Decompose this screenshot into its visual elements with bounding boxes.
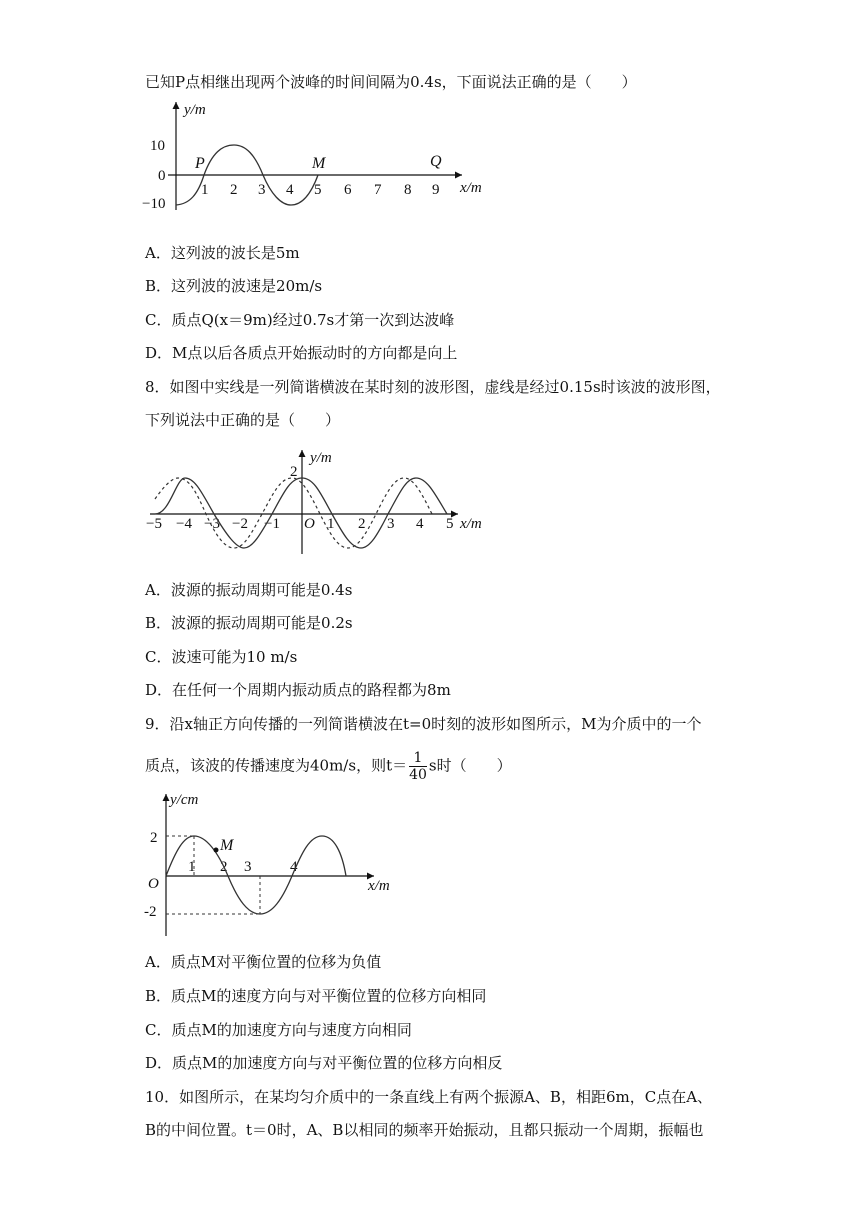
q7-xtick: 7 bbox=[374, 182, 382, 198]
q9-option-c: C．质点M的加速度方向与速度方向相同 bbox=[145, 1021, 412, 1039]
q9-option-b: B．质点M的速度方向与对平衡位置的位移方向相同 bbox=[145, 987, 487, 1005]
q7-xtick: 3 bbox=[258, 182, 266, 198]
q9-xtick: 2 bbox=[220, 859, 228, 875]
q8-line2: 下列说法中正确的是（ ） bbox=[145, 411, 341, 429]
q9-frac-num: 1 bbox=[409, 750, 427, 767]
q9-xtick: 3 bbox=[244, 859, 252, 875]
q8-ytick-2: 2 bbox=[290, 464, 298, 480]
q9-line1: 9．沿x轴正方向传播的一列简谐横波在t=0时刻的波形如图所示，M为介质中的一个 bbox=[145, 715, 702, 733]
q7-xtick: 4 bbox=[286, 182, 294, 198]
q9-xtick: 1 bbox=[188, 859, 196, 875]
q9-ytick-2: 2 bbox=[150, 830, 158, 846]
q8-option-a: A．波源的振动周期可能是0.4s bbox=[145, 581, 353, 599]
q8-option-c: C．波速可能为10 m/s bbox=[145, 648, 298, 666]
q7-xtick: 6 bbox=[344, 182, 352, 198]
q9-line2 bbox=[145, 750, 512, 783]
q7-intro: 已知P点相继出现两个波峰的时间间隔为0.4s，下面说法正确的是（ ） bbox=[145, 73, 637, 91]
q7-xlabel: x/m bbox=[460, 180, 482, 196]
q9-line2-pre: 质点，该波的传播速度为40m/s，则t＝ bbox=[145, 756, 408, 775]
q7-ytick-neg10: −10 bbox=[142, 196, 166, 212]
q8-xtick-neg: −1 bbox=[264, 516, 280, 532]
q9-wave-curve bbox=[166, 836, 346, 914]
q7-option-d: D．M点以后各质点开始振动时的方向都是向上 bbox=[145, 344, 458, 362]
q8-origin: O bbox=[304, 516, 315, 532]
q9-option-a: A．质点M对平衡位置的位移为负值 bbox=[145, 953, 382, 971]
q8-option-d: D．在任何一个周期内振动质点的路程都为8m bbox=[145, 681, 451, 699]
q8-line1: 8．如图中实线是一列简谐横波在某时刻的波形图，虚线是经过0.15s时该波的波形图， bbox=[145, 378, 721, 396]
q7-ylabel: y/m bbox=[184, 102, 206, 118]
q7-point-q: Q bbox=[430, 153, 442, 170]
q9-ytick-neg2: -2 bbox=[144, 904, 157, 920]
q8-xtick-neg: −3 bbox=[204, 516, 220, 532]
q9-point-m: M bbox=[220, 837, 234, 854]
q9-option-d: D．质点M的加速度方向与对平衡位置的位移方向相反 bbox=[145, 1054, 503, 1072]
q9-xlabel: x/m bbox=[368, 878, 390, 894]
q9-origin: O bbox=[148, 876, 159, 892]
q9-ylabel: y/cm bbox=[170, 792, 199, 808]
q8-xtick-pos: 2 bbox=[358, 516, 366, 532]
q8-option-b: B．波源的振动周期可能是0.2s bbox=[145, 614, 353, 632]
q7-xtick: 8 bbox=[404, 182, 412, 198]
q9-fraction bbox=[409, 750, 427, 783]
q9-line2-post: s时（ ） bbox=[428, 756, 512, 775]
q7-option-a: A．这列波的波长是5m bbox=[145, 244, 300, 262]
q7-xtick: 5 bbox=[314, 182, 322, 198]
q7-point-m: M bbox=[312, 155, 326, 172]
q8-xtick-neg: −5 bbox=[146, 516, 162, 532]
q7-xtick: 2 bbox=[230, 182, 238, 198]
q8-solid-wave bbox=[155, 478, 447, 548]
q7-option-b: B．这列波的波速是20m/s bbox=[145, 277, 323, 295]
q7-xtick: 1 bbox=[201, 182, 209, 198]
q8-ylabel: y/m bbox=[310, 450, 332, 466]
q9-wave-figure bbox=[140, 788, 400, 938]
q9-xtick: 4 bbox=[290, 859, 298, 875]
q9-point-m-dot bbox=[214, 848, 219, 853]
q7-option-c: C．质点Q(x＝9m)经过0.7s才第一次到达波峰 bbox=[145, 311, 455, 329]
q7-ytick-0: 0 bbox=[158, 168, 166, 184]
q9-frac-den: 40 bbox=[409, 767, 427, 783]
q8-xtick-pos: 3 bbox=[387, 516, 395, 532]
q8-xtick-pos: 5 bbox=[446, 516, 454, 532]
q10-line1: 10．如图所示，在某均匀介质中的一条直线上有两个振源A、B，相距6m，C点在A、 bbox=[145, 1088, 713, 1106]
q7-point-p: P bbox=[195, 155, 205, 172]
q8-xtick-neg: −4 bbox=[176, 516, 192, 532]
q10-line2: B的中间位置。t＝0时，A、B以相同的频率开始振动，且都只振动一个周期，振幅也 bbox=[145, 1121, 704, 1139]
q8-xtick-pos: 1 bbox=[327, 516, 335, 532]
q8-xlabel: x/m bbox=[460, 516, 482, 532]
q7-ytick-10: 10 bbox=[150, 138, 165, 154]
q7-xtick: 9 bbox=[432, 182, 440, 198]
q8-wave-figure bbox=[140, 444, 500, 556]
q7-wave-figure bbox=[140, 98, 500, 216]
q8-dashed-wave bbox=[155, 478, 432, 548]
q8-xtick-neg: −2 bbox=[232, 516, 248, 532]
q8-xtick-pos: 4 bbox=[416, 516, 424, 532]
